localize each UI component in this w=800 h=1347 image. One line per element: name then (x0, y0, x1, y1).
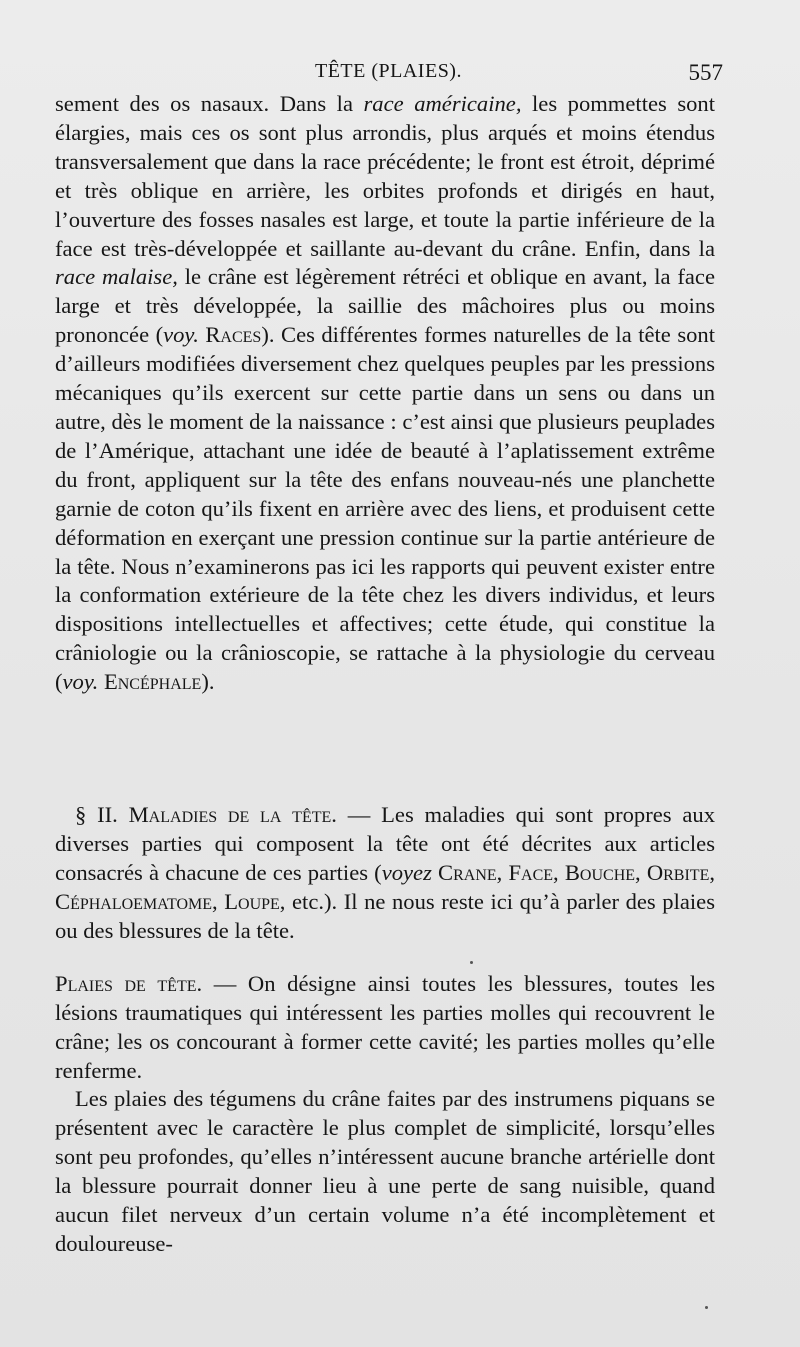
cross-reference-races: Races (198, 322, 262, 348)
text-run: le crâne est légèrement rétréci et oblique en avant, la face large et très développée, la saillie des mâchoires plus ou moins prononcée ( (55, 264, 715, 348)
paragraph-plaies-tegumens (55, 1085, 715, 1258)
paper-speck (705, 1306, 708, 1309)
paper-speck (470, 961, 473, 964)
italic-term-race-americaine: race américaine, (363, 91, 522, 116)
text-run: etc.). Il ne nous reste ici qu’à parler des plaies ou des blessures de la tête. (55, 888, 715, 943)
paragraph-continuation (55, 90, 715, 697)
cross-reference-encephale: Encéphale (98, 669, 202, 695)
text-run: ). (201, 669, 215, 695)
running-head (55, 60, 723, 90)
subsection-heading: Plaies de tête. (55, 971, 203, 996)
running-title: TÊTE (PLAIES). (315, 60, 462, 82)
cross-reference-list: Crane, Face, Bouche, Orbite, Céphaloematome, Loupe, (55, 859, 716, 914)
section-heading: § II. Maladies de la tête. (75, 802, 337, 827)
section-maladies (55, 801, 715, 946)
text-run: — Les maladies qui sont propres aux diverses parties qui composent la tête ont été décrites aux articles consacrés à chacune de ces parties ( (55, 802, 715, 885)
text-run: Les plaies des tégumens du crâne faites par des instrumens piquans se présentent avec le caractère le plus complet de simplicité, lorsqu’elles sont peu profondes, qu’elles n’intéressent aucune branche artérielle dont la blessure pourrait donner lieu à une perte de sang nuisible, quand aucun filet nerveux d’un certain volume n’a été incomplètement et douloureuse- (55, 1086, 715, 1256)
text-run: ). Ces différentes formes naturelles de la tête sont d’ailleurs modifiées diversement chez quelques peuples par les pressions mécaniques qu’ils exercent sur cette partie dans un sens ou dans un autre, dès le moment de la naissance : c’est ainsi que plusieurs peuplades de l’Amérique, attachant une idée de beauté à l’aplatissement extrême du front, appliquent sur la tête des enfans nouveau-nés une planchette garnie de coton qu’ils fixent en arrière avec des liens, et produisent cette déformation en exerçant une pression continue sur la partie antérieure de la tête. Nous n’examinerons pas ici les rapports qui peuvent exister entre la conformation extérieure de la tête chez les divers individus, et leurs dispositions intellectuelles et affectives; cette étude, qui constitue la crâniologie ou la crânioscopie, se rattache à la physiologie du cerveau ( (55, 322, 715, 695)
cross-reference-voyez: voyez (381, 859, 432, 885)
text-run: les pommettes sont élargies, mais ces os sont plus arrondis, plus arqués et moins étendus transversalement que dans la race précédente; le front est étroit, déprimé et très oblique en arrière, les orbites profonds et dirigés en haut, l’ouverture des fosses nasales est large, et toute la partie inférieure de la face est très-développée et saillante au-devant du crâne. Enfin, dans la (55, 91, 715, 261)
cross-reference-voy: voy. (163, 322, 199, 348)
page-number: 557 (688, 60, 723, 85)
text-run: sement des os nasaux. Dans la (55, 91, 364, 116)
cross-reference-voy: voy. (62, 669, 99, 695)
text-run: — On désigne ainsi toutes les blessures, toutes les lésions traumatiques qui intéressent les parties molles qui recouvrent le crâne; les os concourant à former cette cavité; les parties molles qu’elle renferme. (55, 971, 716, 1083)
italic-term-race-malaise: race malaise, (55, 264, 178, 290)
section-plaies-de-tete (55, 970, 715, 1086)
